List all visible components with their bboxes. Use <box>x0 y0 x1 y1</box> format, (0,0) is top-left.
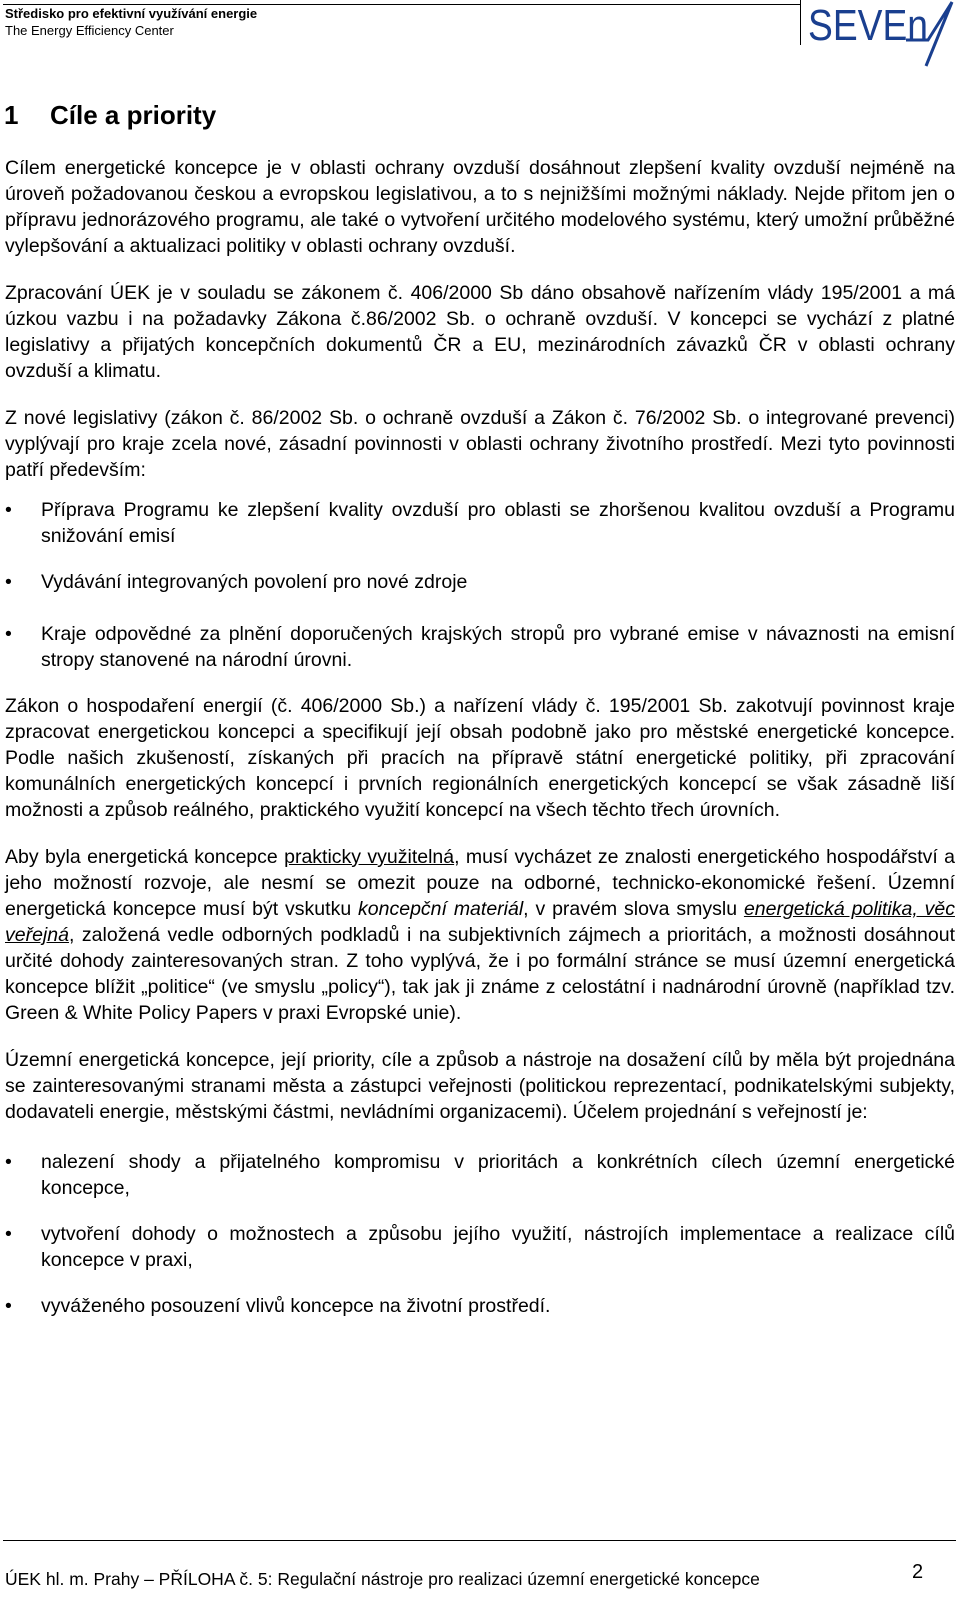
org-name-english: The Energy Efficiency Center <box>5 23 174 38</box>
text-run: , v pravém slova smyslu <box>523 898 744 920</box>
paragraph-goals: Cílem energetické koncepce je v oblasti ochrany ovzduší dosáhnout zlepšení kvality ovzduší nejméně na úroveň požadovanou českou a evropskou legislativou, a to s nejnižšími možnými náklady. Nejde přitom jen o přípravu jednorázového programu, ale také o vytvoření určitého modelového systému, který umožní průběžné vylepšování a aktualizaci politiky v oblasti ochrany ovzduší. <box>5 157 955 257</box>
purpose-list <box>5 1149 955 1319</box>
list-item: • Kraje odpovědné za plnění doporučených krajských stropů pro vybrané emise v návaznosti na emisní stropy stanovené na národní úrovni. <box>5 621 955 673</box>
section-title <box>4 100 216 131</box>
seven-logo <box>806 0 956 70</box>
page-number: 2 <box>912 1561 924 1583</box>
paragraph-concept-usability <box>5 844 955 1026</box>
italic-text: koncepční materiál <box>358 898 524 920</box>
list-item: • Příprava Programu ke zlepšení kvality ovzduší pro oblasti se zhoršenou kvalitou ovzduší a Programu snižování emisí <box>5 497 955 549</box>
page-footer <box>0 1536 960 1612</box>
logo-text: SEVEn <box>808 1 928 50</box>
paragraph-energy-law: Zákon o hospodaření energií (č. 406/2000 Sb.) a nařízení vlády č. 195/2001 Sb. zakotvují povinnost kraje zpracovat energetickou koncepci a specifikují její obsah podobně jako pro městské energetické koncepce. Podle našich zkušeností, získaných při pracích na přípravě státní energetické politiky, při zpracování komunálních energetických koncepcí i prvních regionálních energetických koncepcí se však zásadně liší možnosti a způsob reálného, praktického využití koncepcí na všech těchto třech úrovních. <box>5 695 955 821</box>
list-item: • nalezení shody a přijatelného kompromisu v prioritách a konkrétních cílech územní energetické koncepce, <box>5 1149 955 1201</box>
org-name-czech: Středisko pro efektivní využívání energie <box>5 6 258 21</box>
footer-rule <box>3 1540 956 1541</box>
list-item: • Vydávání integrovaných povolení pro nové zdroje <box>5 569 955 595</box>
document-body <box>5 155 955 1339</box>
page-header <box>0 0 960 72</box>
underlined-italic-text: energetická politika, věc veřejná <box>5 898 955 946</box>
text-run: , musí vycházet ze znalosti energetického hospodářství a jeho možností rozvoje, ale nesmí se omezit pouze na odborné, technicko-ekonomické řešení. Územní energetická koncepce musí být vskutku <box>5 846 955 920</box>
paragraph-legislation: Zpracování ÚEK je v souladu se zákonem č. 406/2000 Sb dáno obsahově nařízením vlády 195/2001 a má úzkou vazbu i na požadavky Zákona č.86/2002 Sb. o ochraně ovzduší. V koncepci se vychází z platné legislativy a přijatých koncepčních dokumentů ČR a EU, mezinárodních závazků ČR v oblasti ochrany ovzduší a klimatu. <box>5 282 955 382</box>
paragraph-public-discussion: Územní energetická koncepce, její priority, cíle a způsob a nástroje na dosažení cílů by měla být projednána se zainteresovanými stranami města a zástupci veřejnosti (politickou reprezentací, podnikatelskými subjekty, dodavateli energie, městskými částmi, nevládními organizacemi). Účelem projednání s veřejností je: <box>5 1049 955 1123</box>
obligations-list <box>5 497 955 673</box>
text-run: Aby byla energetická koncepce <box>5 846 285 868</box>
underlined-text: prakticky využitelná <box>284 846 455 868</box>
header-divider <box>800 0 801 45</box>
footer-text: ÚEK hl. m. Prahy – PŘÍLOHA č. 5: Regulační nástroje pro realizaci územní energetické koncepce <box>5 1569 760 1589</box>
list-item: • vyváženého posouzení vlivů koncepce na životní prostředí. <box>5 1293 955 1319</box>
section-title-text: Cíle a priority <box>50 100 217 130</box>
text-run: , založená vedle odborných podkladů i na subjektivních zájmech a prioritách, a možnosti dosáhnout určité dohody zainteresovaných stran. Z toho vyplývá, že i po formální stránce se musí územní energetická koncepce blížit „politice“ (ve smyslu „policy“), tak jak ji známe z celostátní i nadnárodní úrovně (například tzv. Green & White Policy Papers v praxi Evropské unie). <box>5 924 955 1024</box>
list-item: • vytvoření dohody o možnostech a způsobu jejího využití, nástrojích implementace a realizace cílů koncepce v praxi, <box>5 1221 955 1273</box>
section-number: 1 <box>4 100 19 130</box>
header-rule <box>3 4 800 5</box>
paragraph-new-legislation: Z nové legislativy (zákon č. 86/2002 Sb. o ochraně ovzduší a Zákon č. 76/2002 Sb. o integrované prevenci) vyplývají pro kraje zcela nové, zásadní povinnosti v oblasti ochrany životního prostředí. Mezi tyto povinnosti patří především: <box>5 407 955 481</box>
